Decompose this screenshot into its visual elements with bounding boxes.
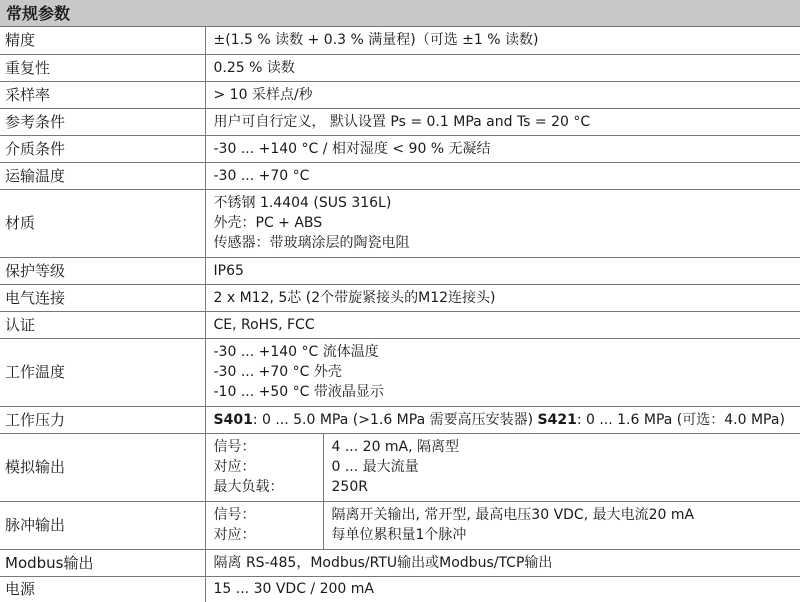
row-label: 采样率 [0, 81, 205, 108]
row-value: 2 x M12, 5芯 (2个带旋紧接头的M12连接头) [205, 284, 800, 311]
row-value: 隔离 RS-485，Modbus/RTU输出或Modbus/TCP输出 [205, 549, 800, 576]
row-value: 15 ... 30 VDC / 200 mA [205, 576, 800, 602]
spec-table [0, 27, 800, 602]
row-label: 介质条件 [0, 135, 205, 162]
row-transport-temp [0, 162, 800, 189]
row-label: 重复性 [0, 54, 205, 81]
row-pressure [0, 406, 800, 433]
row-label: 模拟输出 [0, 433, 205, 501]
row-repeatability [0, 54, 800, 81]
row-operating-temp [0, 338, 800, 406]
row-sampling-rate [0, 81, 800, 108]
row-value: 0.25 % 读数 [205, 54, 800, 81]
value-line: -10 ... +50 °C 带液晶显示 [214, 382, 800, 402]
row-label: Modbus输出 [0, 549, 205, 576]
row-value [205, 189, 800, 257]
row-label: 脉冲输出 [0, 501, 205, 549]
row-label: 保护等级 [0, 257, 205, 284]
row-value: IP65 [205, 257, 800, 284]
sub-label: 最大负载： [214, 477, 323, 497]
sub-label: 对应： [214, 457, 323, 477]
row-value: CE, RoHS, FCC [205, 311, 800, 338]
sub-value: 0 ... 最大流量 [332, 457, 800, 477]
row-value [205, 338, 800, 406]
s421-range: : 0 ... 1.6 MPa (可选：4.0 MPa) [577, 412, 785, 428]
row-label: 精度 [0, 27, 205, 54]
sub-values [323, 501, 800, 549]
sub-value: 4 ... 20 mA, 隔离型 [332, 437, 800, 457]
sub-value: 隔离开关输出, 常开型, 最高电压30 VDC, 最大电流20 mA [332, 505, 800, 525]
row-material [0, 189, 800, 257]
sub-value: 每单位累积量1个脉冲 [332, 525, 800, 545]
sub-label: 信号： [214, 505, 323, 525]
row-power [0, 576, 800, 602]
row-pulse [0, 501, 800, 549]
row-value: -30 ... +70 °C [205, 162, 800, 189]
row-value: > 10 采样点/秒 [205, 81, 800, 108]
row-label: 认证 [0, 311, 205, 338]
row-electrical [0, 284, 800, 311]
row-label: 工作压力 [0, 406, 205, 433]
row-label: 工作温度 [0, 338, 205, 406]
value-line: 传感器：带玻璃涂层的陶瓷电阻 [214, 233, 800, 253]
row-modbus [0, 549, 800, 576]
row-value: -30 ... +140 °C / 相对湿度 < 90 % 无凝结 [205, 135, 800, 162]
row-label: 运输温度 [0, 162, 205, 189]
row-certification [0, 311, 800, 338]
row-protection [0, 257, 800, 284]
model-s401: S401 [214, 412, 253, 428]
sub-label: 对应： [214, 525, 323, 545]
row-value [205, 406, 800, 433]
row-value: ±(1.5 % 读数 + 0.3 % 满量程)（可选 ±1 % 读数) [205, 27, 800, 54]
row-label: 材质 [0, 189, 205, 257]
row-medium [0, 135, 800, 162]
row-label: 电源 [0, 576, 205, 602]
value-line: -30 ... +140 °C 流体温度 [214, 342, 800, 362]
value-line: 外壳：PC + ABS [214, 213, 800, 233]
row-analog [0, 433, 800, 501]
sub-label: 信号： [214, 437, 323, 457]
s401-range: : 0 ... 5.0 MPa (>1.6 MPa 需要高压安装器) [253, 412, 538, 428]
section-title: 常规参数 [0, 0, 800, 27]
sub-labels [205, 501, 323, 549]
value-line: 不锈钢 1.4404 (SUS 316L) [214, 193, 800, 213]
value-line: -30 ... +70 °C 外壳 [214, 362, 800, 382]
sub-labels [205, 433, 323, 501]
row-reference [0, 108, 800, 135]
sub-values [323, 433, 800, 501]
model-s421: S421 [538, 412, 577, 428]
sub-value: 250R [332, 477, 800, 497]
row-label: 参考条件 [0, 108, 205, 135]
row-label: 电气连接 [0, 284, 205, 311]
row-value: 用户可自行定义， 默认设置 Ps = 0.1 MPa and Ts = 20 °C [205, 108, 800, 135]
row-accuracy [0, 27, 800, 54]
